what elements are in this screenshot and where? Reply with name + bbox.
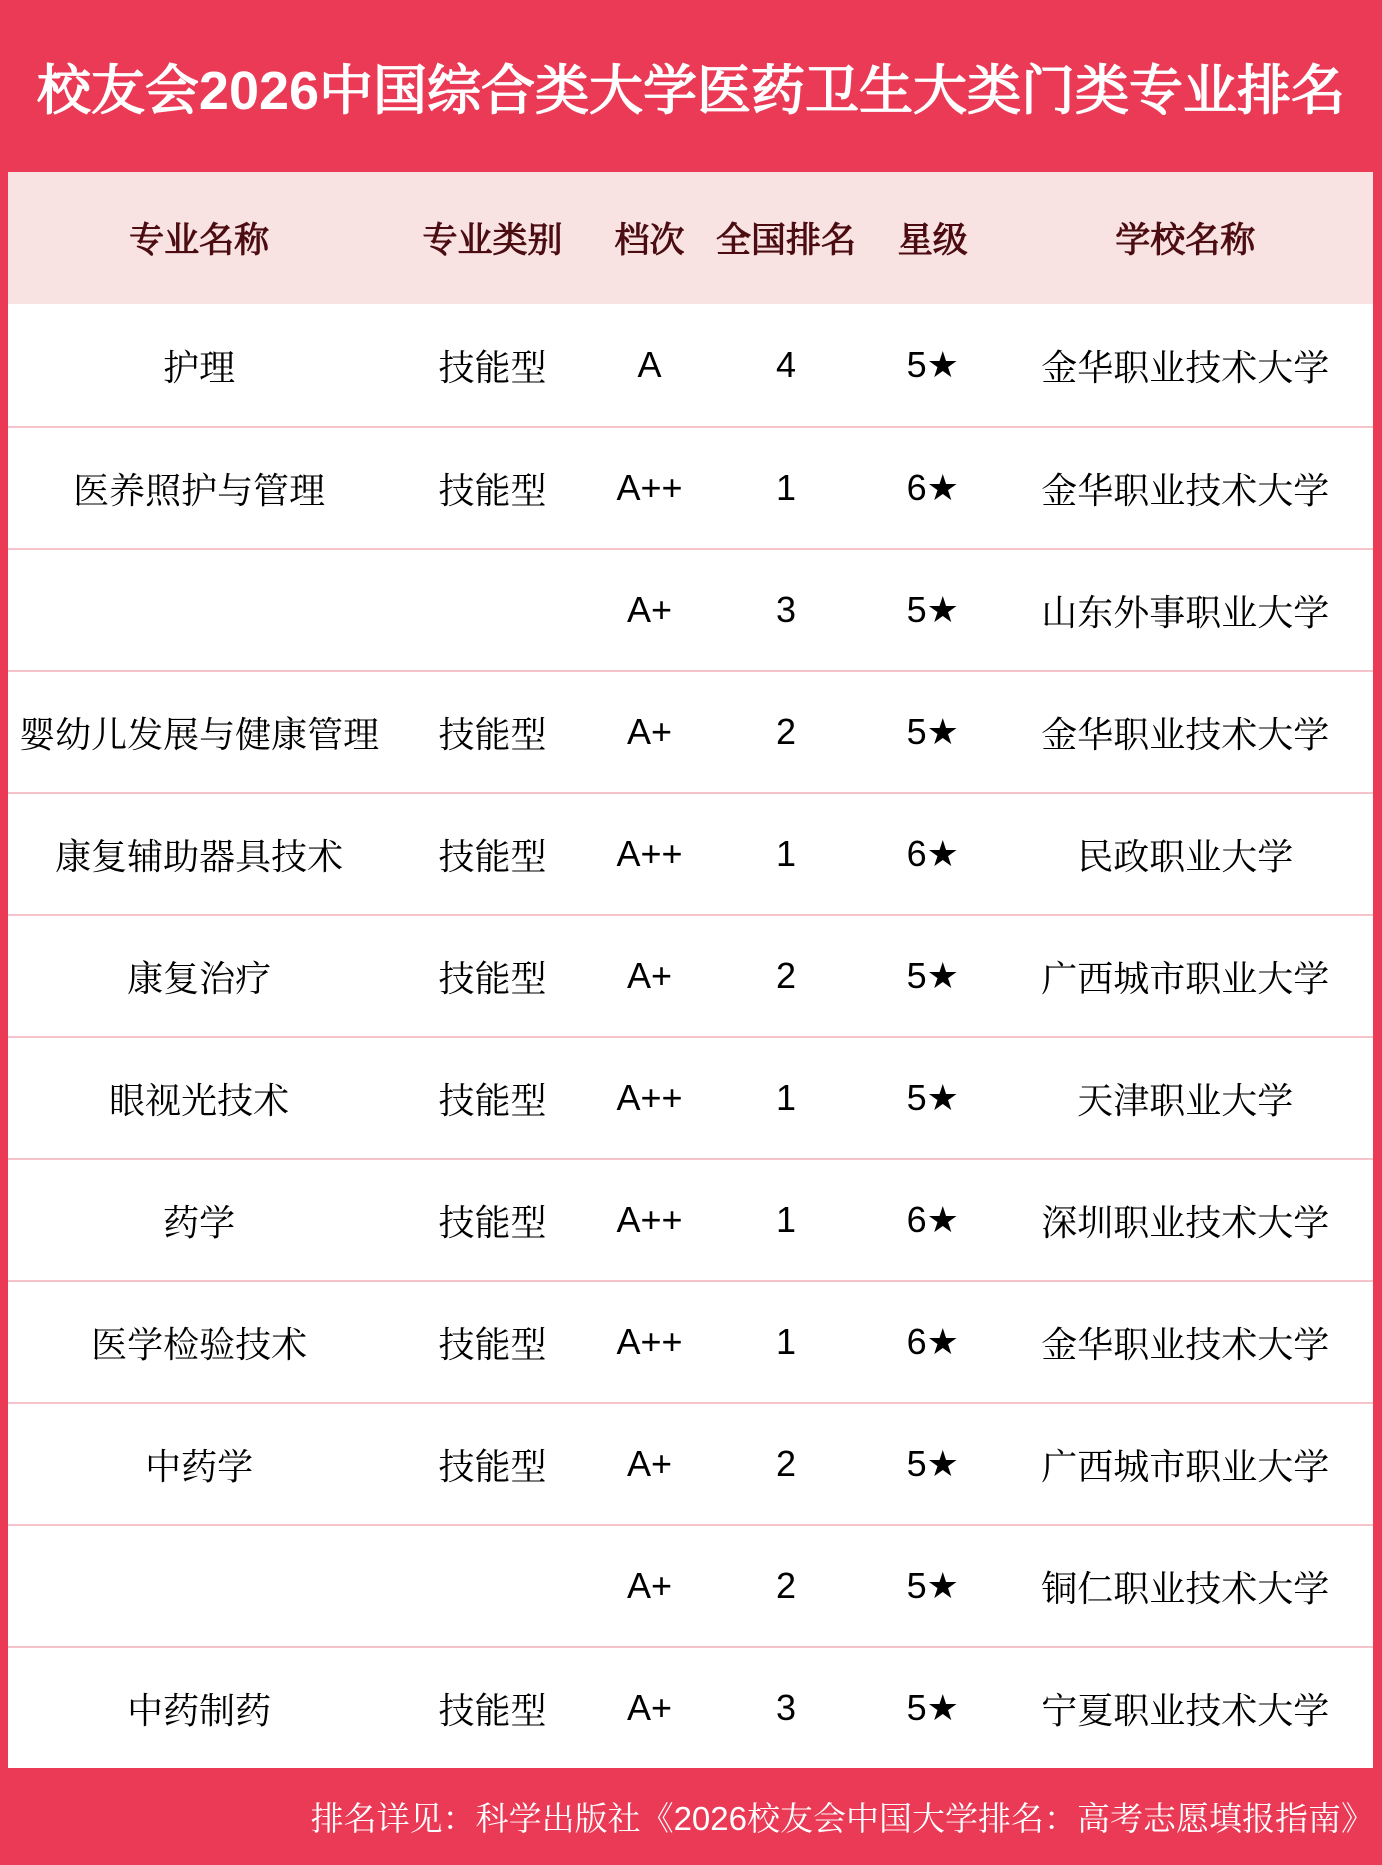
cell-grade: A+ [627, 1565, 673, 1606]
cell-star-level: 5★ [906, 589, 959, 630]
cell-major: 婴幼儿发展与健康管理 [19, 713, 380, 755]
cell-grade: A+ [627, 589, 673, 630]
cell-major: 医学检验技术 [91, 1323, 308, 1365]
cell-star-level: 5★ [906, 1443, 959, 1484]
cell-grade: A+ [627, 1687, 673, 1728]
table-row [8, 1036, 1373, 1158]
cell-star-level: 5★ [906, 1077, 959, 1118]
cell-star-level: 5★ [906, 955, 959, 996]
cell-grade: A++ [616, 1321, 683, 1362]
table-row [8, 1402, 1373, 1524]
cell-category: 技能型 [438, 957, 547, 999]
cell-national-rank: 3 [776, 589, 797, 630]
cell-national-rank: 2 [776, 1565, 797, 1606]
cell-grade: A+ [627, 1443, 673, 1484]
cell-category: 技能型 [438, 346, 547, 388]
footer-citation: 排名详见：科学出版社《2026校友会中国大学排名：高考志愿填报指南》 [310, 1800, 1374, 1837]
cell-star-level: 6★ [906, 1199, 959, 1240]
cell-national-rank: 1 [776, 1321, 797, 1362]
cell-major: 康复治疗 [127, 957, 272, 999]
table-row [8, 426, 1373, 548]
column-header-national-rank: 全国排名 [716, 221, 857, 260]
cell-category: 技能型 [438, 1323, 547, 1365]
cell-star-level: 6★ [906, 1321, 959, 1362]
cell-school: 金华职业技术大学 [1041, 469, 1330, 511]
cell-school: 铜仁职业技术大学 [1041, 1567, 1330, 1609]
footer-band [0, 1768, 1382, 1865]
cell-category: 技能型 [438, 835, 547, 877]
table-row [8, 914, 1373, 1036]
page-title: 校友会2026中国综合类大学医药卫生大类门类专业排名 [36, 60, 1346, 121]
cell-star-level: 5★ [906, 711, 959, 752]
cell-national-rank: 1 [776, 1077, 797, 1118]
cell-school: 天津职业大学 [1077, 1079, 1294, 1121]
table-row [8, 1524, 1373, 1646]
table-row [8, 304, 1373, 426]
column-header-grade: 档次 [614, 221, 685, 260]
cell-national-rank: 2 [776, 955, 797, 996]
table-row [8, 548, 1373, 670]
cell-school: 山东外事职业大学 [1041, 591, 1330, 633]
cell-national-rank: 1 [776, 833, 797, 874]
cell-national-rank: 4 [776, 344, 797, 385]
cell-grade: A++ [616, 833, 683, 874]
cell-grade: A++ [616, 467, 683, 508]
cell-grade: A+ [627, 955, 673, 996]
cell-national-rank: 1 [776, 467, 797, 508]
cell-major: 护理 [163, 346, 236, 388]
cell-school: 广西城市职业大学 [1041, 957, 1330, 999]
cell-star-level: 5★ [906, 344, 959, 385]
cell-major: 康复辅助器具技术 [55, 835, 344, 877]
cell-star-level: 5★ [906, 1687, 959, 1728]
table-row [8, 1158, 1373, 1280]
table-header-row [8, 172, 1373, 304]
cell-category: 技能型 [438, 469, 547, 511]
table-row [8, 1280, 1373, 1402]
table-row [8, 792, 1373, 914]
cell-grade: A [637, 344, 662, 385]
cell-category: 技能型 [438, 1201, 547, 1243]
cell-school: 宁夏职业技术大学 [1041, 1689, 1330, 1731]
cell-school: 金华职业技术大学 [1041, 1323, 1330, 1365]
cell-school: 广西城市职业大学 [1041, 1445, 1330, 1487]
cell-major: 医养照护与管理 [73, 469, 326, 511]
column-header-category: 专业类别 [422, 221, 563, 260]
cell-category: 技能型 [438, 1445, 547, 1487]
cell-school: 金华职业技术大学 [1041, 713, 1330, 755]
table-container [8, 172, 1373, 1768]
cell-category: 技能型 [438, 713, 547, 755]
cell-school: 深圳职业技术大学 [1041, 1201, 1330, 1243]
cell-grade: A++ [616, 1077, 683, 1118]
title-band [0, 0, 1382, 172]
cell-major: 中药学 [145, 1445, 254, 1487]
table-row [8, 670, 1373, 792]
cell-grade: A+ [627, 711, 673, 752]
column-header-major: 专业名称 [129, 221, 270, 260]
cell-star-level: 6★ [906, 833, 959, 874]
cell-national-rank: 2 [776, 711, 797, 752]
column-header-school: 学校名称 [1115, 221, 1256, 260]
cell-national-rank: 3 [776, 1687, 797, 1728]
column-header-star-level: 星级 [897, 221, 968, 260]
cell-national-rank: 2 [776, 1443, 797, 1484]
cell-school: 民政职业大学 [1077, 835, 1294, 877]
cell-major: 中药制药 [127, 1689, 272, 1731]
table-row [8, 1646, 1373, 1768]
cell-grade: A++ [616, 1199, 683, 1240]
cell-school: 金华职业技术大学 [1041, 346, 1330, 388]
cell-major: 药学 [163, 1201, 236, 1243]
cell-major: 眼视光技术 [109, 1079, 290, 1121]
cell-star-level: 6★ [906, 467, 959, 508]
cell-star-level: 5★ [906, 1565, 959, 1606]
table-body [8, 304, 1373, 1768]
cell-category: 技能型 [438, 1689, 547, 1731]
cell-category: 技能型 [438, 1079, 547, 1121]
cell-national-rank: 1 [776, 1199, 797, 1240]
